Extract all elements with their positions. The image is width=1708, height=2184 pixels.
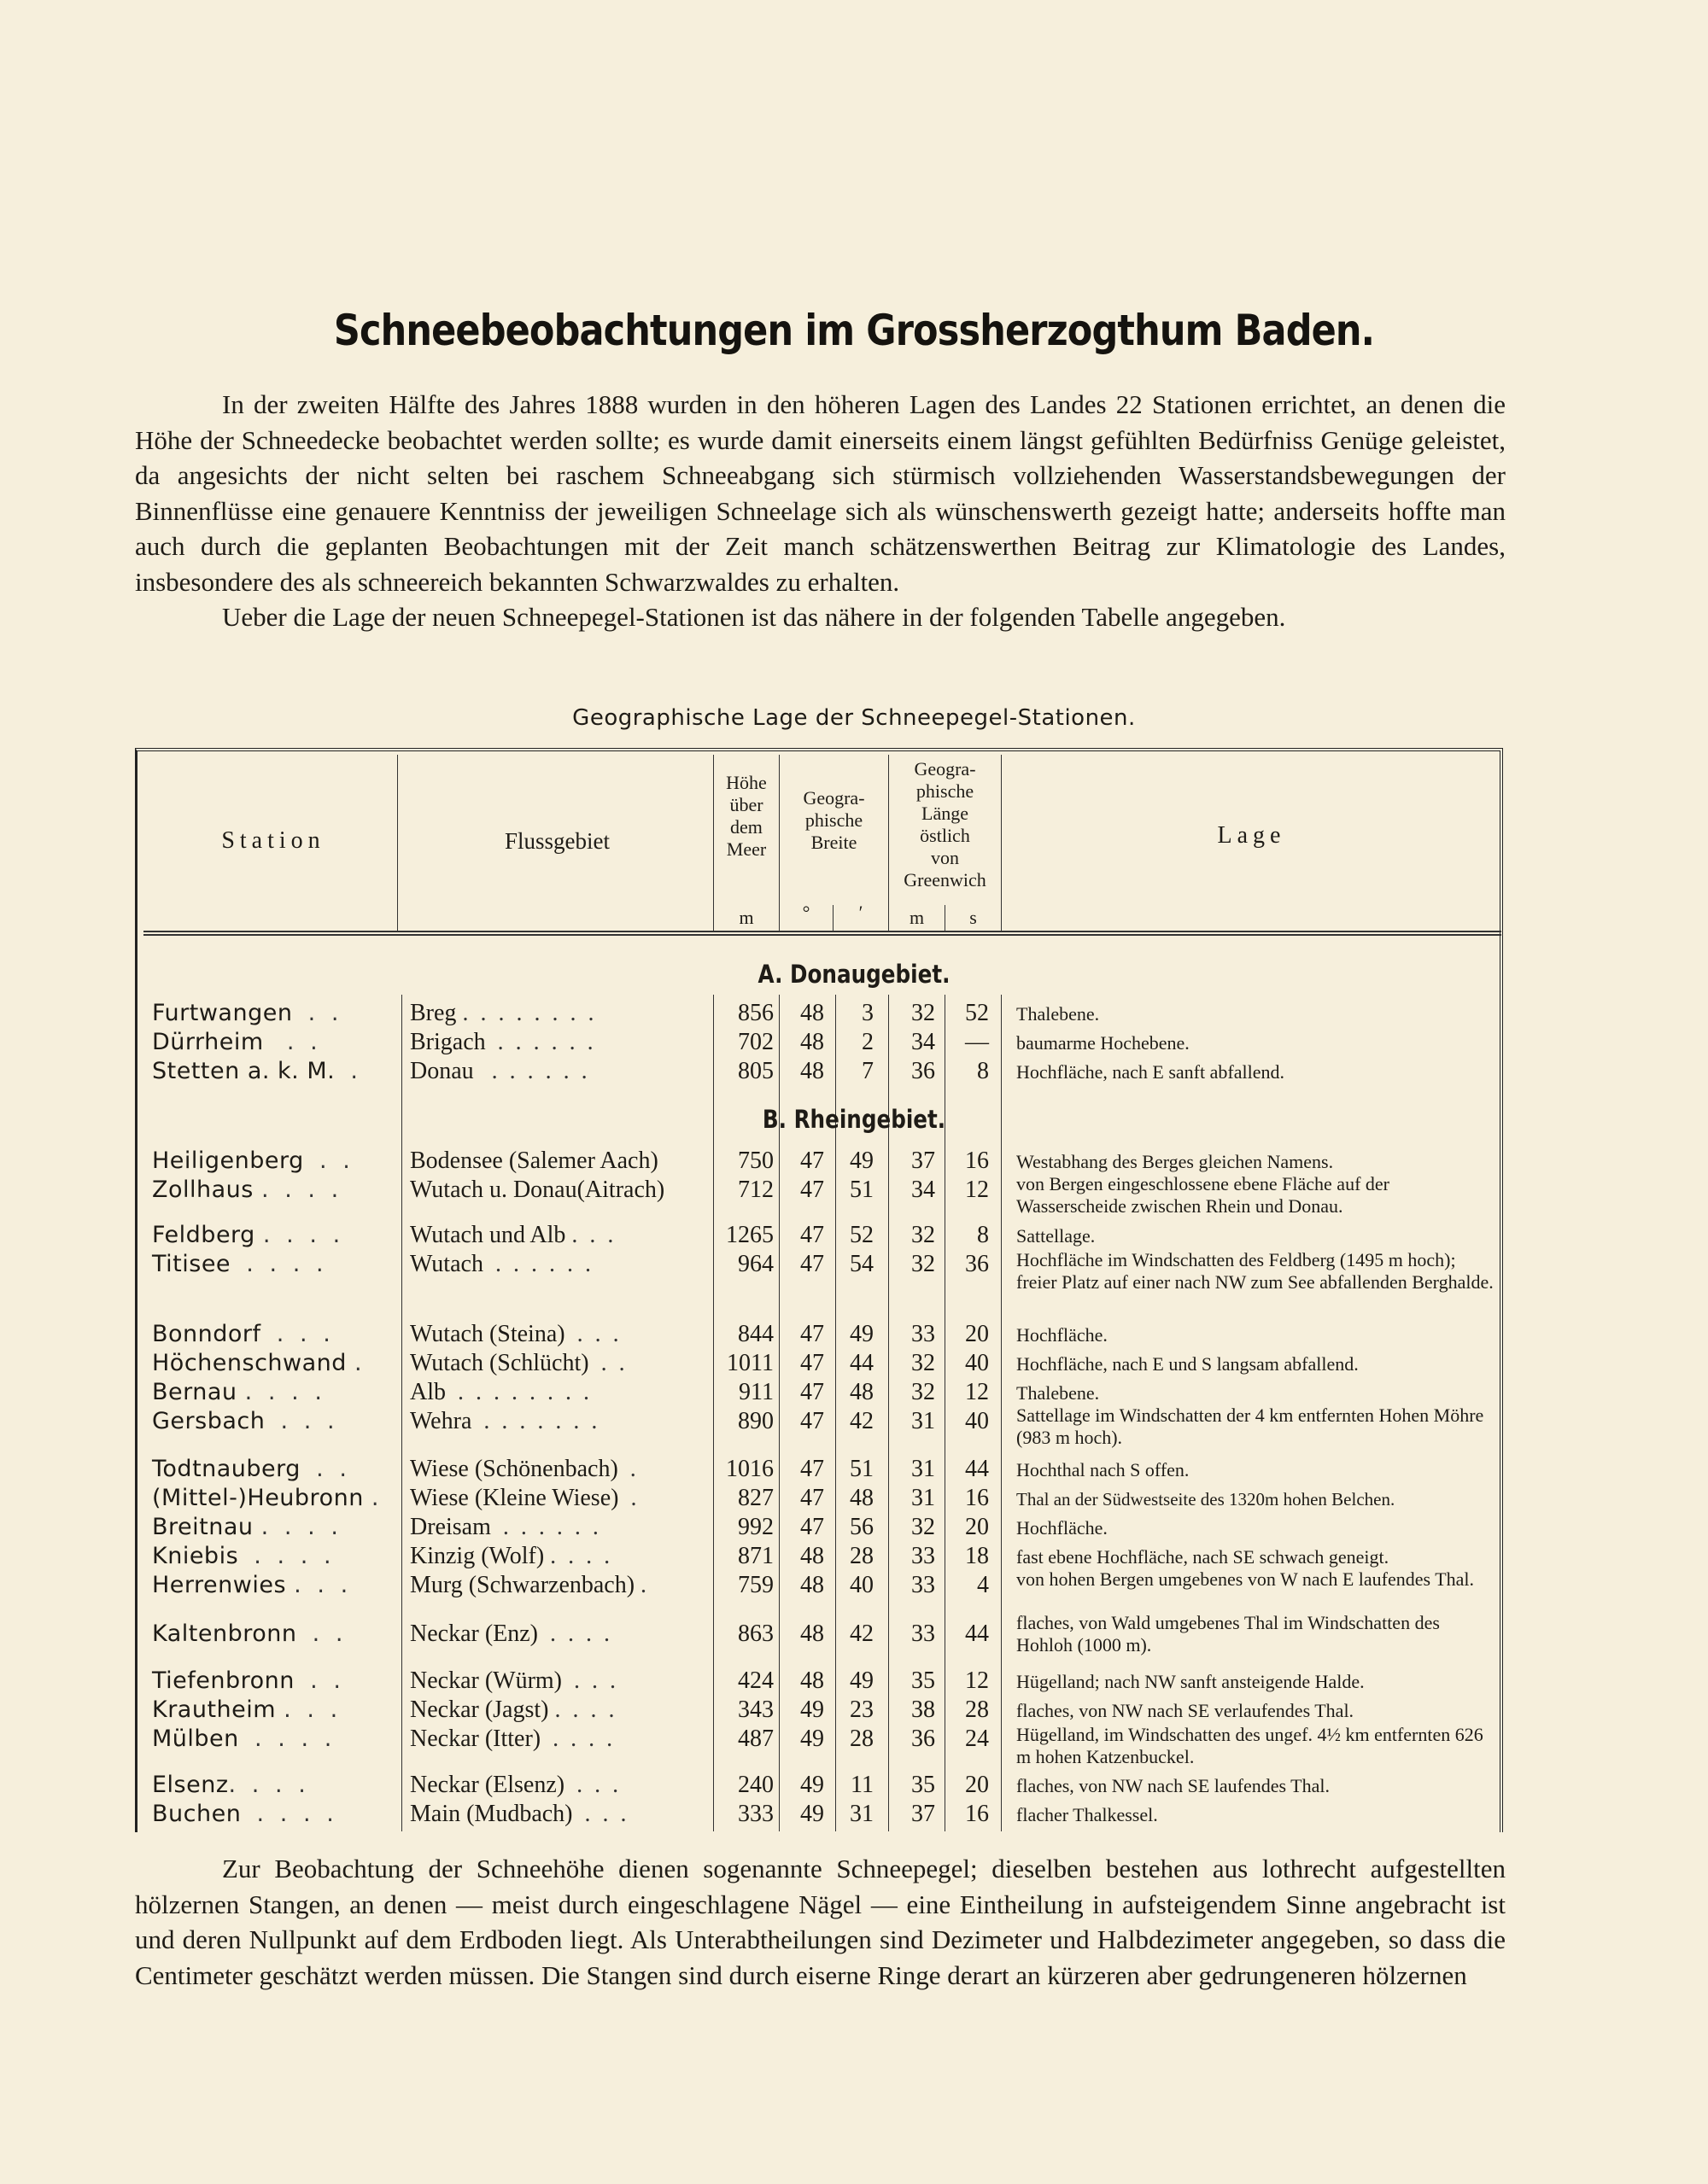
intro-paragraph-2: Ueber die Lage der neuen Schneepegel-Stationen ist das nähere in der folgenden Tabelle angegeben. [222,602,1286,632]
table-row: Tiefenbronn . . Neckar (Würm) . . . 424 48 49 35 12 Hügelland; nach NW sanft ansteigende Halde. [152,1667,1365,1694]
header-breite: Geogra- phische Breite [803,787,865,853]
table-row: Elsenz. . . . Neckar (Elsenz) . . . 240 49 11 35 20 flaches, von NW nach SE laufendes Thal. [152,1772,1330,1798]
table-row: Titisee . . . . Wutach . . . . . . 964 47 54 32 36 Hochfläche im Windschatten des Feldberg (1495 m hoch); freier Platz auf einer nach NW zum See abfallenden Berghalde. [152,1249,1494,1293]
table-row: Dürrheim . . Brigach . . . . . . 702 48 2 34 — baumarme Hochebene. [152,1029,1190,1055]
section-title-rheingebiet: B. Rheingebiet. [762,1105,946,1134]
table-row: Gersbach . . . Wehra . . . . . . . 890 47 42 31 40 Sattellage im Windschatten der 4 km entfernten Hohen Möhre (983 m hoch). [152,1404,1484,1448]
outro-paragraph: Zur Beobachtung der Schneehöhe dienen sogenannte Schneepegel; dieselben bestehen aus lothrecht aufgestellten hölzernen Stangen, an denen — meist durch eingeschlagene Nägel — eine Eintheilung in aufsteigendem Sinne angebracht ist und deren Nullpunkt auf dem Erdboden liegt. Als Unterabtheilungen sind Dezimeter und Halbdezimeter angegeben, so dass die Centimeter geschätzt werden müssen. Die Stangen sind durch eiserne Ringe derart an kürzeren aber gedrungeneren hölzernen [135,1854,1506,1990]
header-breite-min: ′ [858,902,863,923]
outro-text [135,1851,1506,1993]
header-laenge-min: m [909,907,925,928]
header-flussgebiet: Flussgebiet [504,828,610,854]
table-row: Feldberg . . . . Wutach und Alb . . . 1265 47 52 32 8 Sattellage. [152,1222,1096,1248]
header-divider [143,931,1501,932]
col-divider [397,755,398,931]
header-hoehe-unit: m [739,907,754,928]
header-laenge: Geogra- phische Länge östlich von Greenwich [904,758,986,891]
header-hoehe: Höhe über dem Meer [726,772,767,860]
table-caption: Geographische Lage der Schneepegel-Stationen. [572,705,1136,731]
table-row: Breitnau . . . . Dreisam . . . . . . 992 47 56 32 20 Hochfläche. [152,1514,1108,1540]
table-row: Todtnauberg . . Wiese (Schönenbach) . 1016 47 51 31 44 Hochthal nach S offen. [152,1456,1190,1482]
header-station: Station [221,827,325,854]
header-breite-deg: ° [802,902,810,923]
intro-paragraph-1: In der zweiten Hälfte des Jahres 1888 wurden in den höheren Lagen des Landes 22 Stationen errichtet, an denen die Höhe der Schneedecke beobachtet werden sollte; es wurde damit einerseits einem längst gefühlten Bedürfniss Genüge geleistet, da angesichts der nicht selten bei raschem Schneeabgang sich stürmisch vollziehenden Wasserstandsbewegungen der Binnenflüsse eine genauere Kenntniss der jeweiligen Schneelage sich als wünschenswerth gezeigt hatte; anderseits hoffte man auch durch die geplanten Beobachtungen mit der Zeit manch schätzenswerthen Beitrag zur Klimatologie des Landes, insbesondere des als schneereich bekannten Schwarzwaldes zu erhalten. [135,389,1506,597]
table-row: Mülben . . . . Neckar (Itter) . . . . 487 49 28 36 24 Hügelland, im Windschatten des ungef. 4½ km entfernten 626 m hohen Katzenbuckel. [152,1724,1483,1767]
header-laenge-sec: s [969,907,977,928]
page-title: Schneebeobachtungen im Grossherzogthum Baden. [333,306,1375,355]
table-row: Stetten a. k. M. . Donau . . . . . . 805 48 7 36 8 Hochfläche, nach E sanft abfallend. [152,1058,1284,1084]
table-row: (Mittel-)Heubronn . Wiese (Kleine Wiese) . 827 47 48 31 16 Thal an der Südwestseite des 1320m hohen Belchen. [152,1485,1395,1511]
intro-text [135,387,1506,635]
table-row: Herrenwies . . . Murg (Schwarzenbach) . 759 48 40 33 4 von hohen Bergen umgebenes von W nach E laufendes Thal. [152,1568,1475,1598]
table-row: Furtwangen . . Breg . . . . . . . . 856 48 3 32 52 Thalebene. [152,1000,1100,1026]
table-row: Heiligenberg . . Bodensee (Salemer Aach) 750 47 49 37 16 Westabhang des Berges gleichen Namens. [152,1147,1334,1174]
table-row: Höchenschwand . Wutach (Schlücht) . . 1011 47 44 32 40 Hochfläche, nach E und S langsam abfallend. [152,1350,1359,1376]
table-row: Krautheim . . . Neckar (Jagst) . . . . 343 49 23 38 28 flaches, von NW nach SE verlaufendes Thal. [152,1696,1354,1723]
table-row: Zollhaus . . . . Wutach u. Donau(Aitrach) 712 47 51 34 12 von Bergen eingeschlossene ebene Fläche auf der Wasserscheide zwischen Rhein und Donau. [152,1173,1389,1217]
header-lage: Lage [1217,822,1286,849]
table-row: Bernau . . . . Alb . . . . . . . . 911 47 48 32 12 Thalebene. [152,1379,1100,1405]
section-title-donaugebiet: A. Donaugebiet. [757,960,951,989]
table-row: Buchen . . . . Main (Mudbach) . . . 333 49 31 37 16 flacher Thalkessel. [152,1801,1158,1827]
table-row: Kaltenbronn . . Neckar (Enz) . . . . 863 48 42 33 44 flaches, von Wald umgebenes Thal im Windschatten des Hohloh (1000 m). [152,1612,1440,1656]
table-row: Bonndorf . . . Wutach (Steina) . . . 844 47 49 33 20 Hochfläche. [152,1321,1108,1347]
table-row: Kniebis . . . . Kinzig (Wolf) . . . . 871 48 28 33 18 fast ebene Hochfläche, nach SE schwach geneigt. [152,1543,1389,1569]
header-divider-double [143,934,1501,936]
